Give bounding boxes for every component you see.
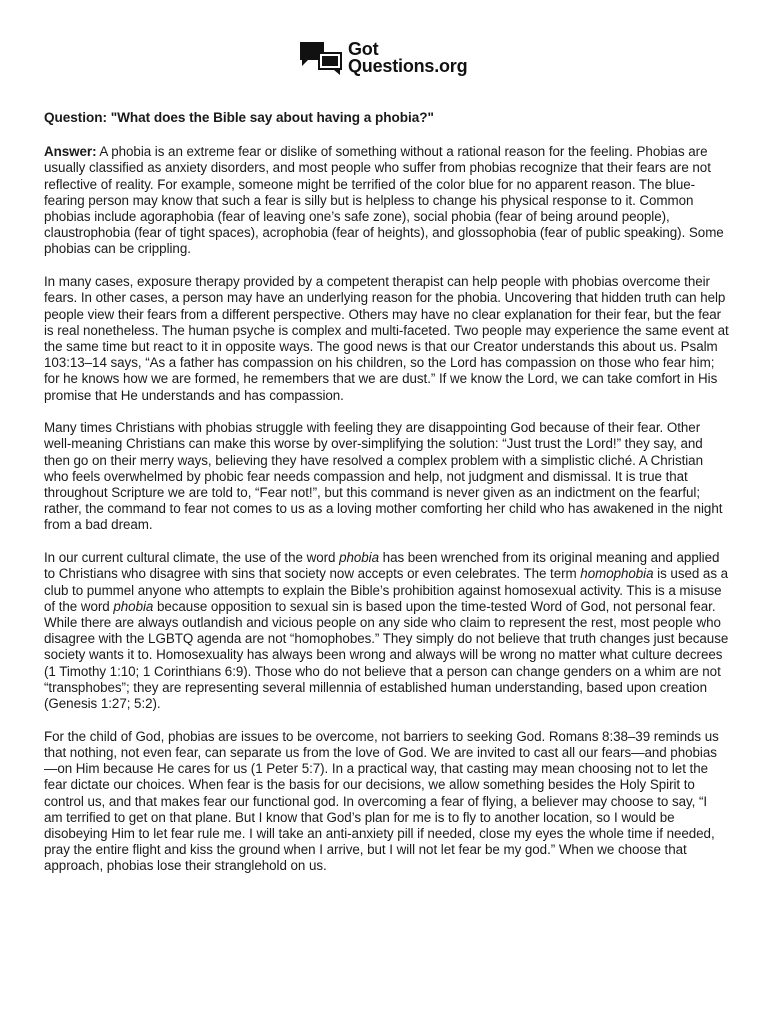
paragraph-3: Many times Christians with phobias struggle with feeling they are disappointing God because of their fear. Other well-meaning Christians can make this worse by over-simplifying the solution: “Just trust the Lord!” they say, and then go on their merry ways, believing they have resolved a complex problem with a simplistic cliché. A Christian who feels overwhelmed by phobic fear needs compassion and help, not judgment and dismissal. It is true that throughout Scripture we are told to, “Fear not!”, but this command is never given as an indictment on the fearful; rather, the command to fear not comes to us as a loving mother comforting her child who has awakened in the night from a bad dream. [44,420,723,533]
p4-italic-phobia-2: phobia [113,598,154,614]
logo-line-1: Got [348,39,379,59]
logo-line-2: Questions.org [348,56,468,76]
paragraph-4 [44,550,729,712]
question-heading: Question: "What does the Bible say about having a phobia?" [44,110,434,125]
p4-text-g: because opposition to sexual sin is based upon the time-tested Word of God, not personal fear. While there are always outlandish and vicious people on any side who claim to represent the rest, most people who disagree with the LGBTQ agenda are not “homophobes.” They simply do not believe that truth changes just because society wants it to. Homosexuality has always been wrong and always will be wrong no matter what culture decrees (1 Timothy 1:10; 1 Corinthians 6:9). Those who do not believe that a person can change genders on a whim are not “transphobes”; they are representing several millennia of established human understanding, based upon creation (Genesis 1:27; 5:2). [44,598,729,711]
paragraph-1-text: A phobia is an extreme fear or dislike of something without a rational reason for the feeling. Phobias are usually classified as anxiety disorders, and most people who suffer from phobias recognize that their fears are not reflective of reality. For example, someone might be terrified of the color blue for no apparent reason. The blue-fearing person may know that such a fear is silly but is helpless to change his physical response to it. Common phobias include agoraphobia (fear of leaving one’s safe zone), social phobia (fear of being around people), claustrophobia (fear of tight spaces), acrophobia (fear of heights), and glossophobia (fear of public speaking). Some phobias can be crippling. [44,144,724,257]
answer-label: Answer: [44,144,97,160]
paragraph-5: For the child of God, phobias are issues to be overcome, not barriers to seeking God. Romans 8:38–39 reminds us that nothing, not even fear, can separate us from the love of God. We are invited to cast all our fears—and phobias—on Him because He cares for us (1 Peter 5:7). In a practical way, that casting may mean choosing not to let the fear dictate our choices. When fear is the basis for our decisions, we allow something besides the Holy Spirit to control us, and that makes fear our functional god. In overcoming a fear of flying, a believer may choose to say, “I am terrified to get on that plane. But I know that God’s plan for me is to fly to another location, so I would be disobeying Him to let fear rule me. I will take an anti-anxiety pill if needed, close my eyes the whole time if needed, pray the entire flight and kiss the ground when I arrive, but I will not let fear be my god.” When we choose that approach, phobias lose their stranglehold on us. [44,728,719,874]
speech-bubbles-logo-icon [298,40,344,76]
article-body [44,110,729,891]
logo-wordmark [348,41,467,75]
paragraph-1 [44,144,729,257]
gotquestions-logo [298,40,467,76]
p4-italic-phobia: phobia [339,550,379,566]
p4-text-e: is used as a club to pummel anyone who attempts to explain the Bible’s prohibition against homosexual activity. This is a misuse of the word [44,566,729,614]
p4-text-c: has been wrenched from its original meaning and applied to Christians who disagree with sins that society now accepts or even celebrates. The term [44,550,720,582]
p4-italic-homophobia: homophobia [580,566,654,582]
p4-text-a: In our current cultural climate, the use of the word [44,550,340,566]
paragraph-2: In many cases, exposure therapy provided by a competent therapist can help people with phobias overcome their fears. In other cases, a person may have an underlying reason for the phobia. Uncovering that hidden truth can help people view their fears from a different perspective. Others may have no clear explanation for their fear, but the fear is real nonetheless. The human psyche is complex and multi-faceted. Two people may experience the same event at the same time but react to it in opposite ways. The good news is that our Creator understands this about us. Psalm 103:13–14 says, “As a father has compassion on his children, so the Lord has compassion on those who fear him; for he knows how we are formed, he remembers that we are dust.” If we know the Lord, we can take comfort in His promise that He understands and has compassion. [44,274,729,403]
